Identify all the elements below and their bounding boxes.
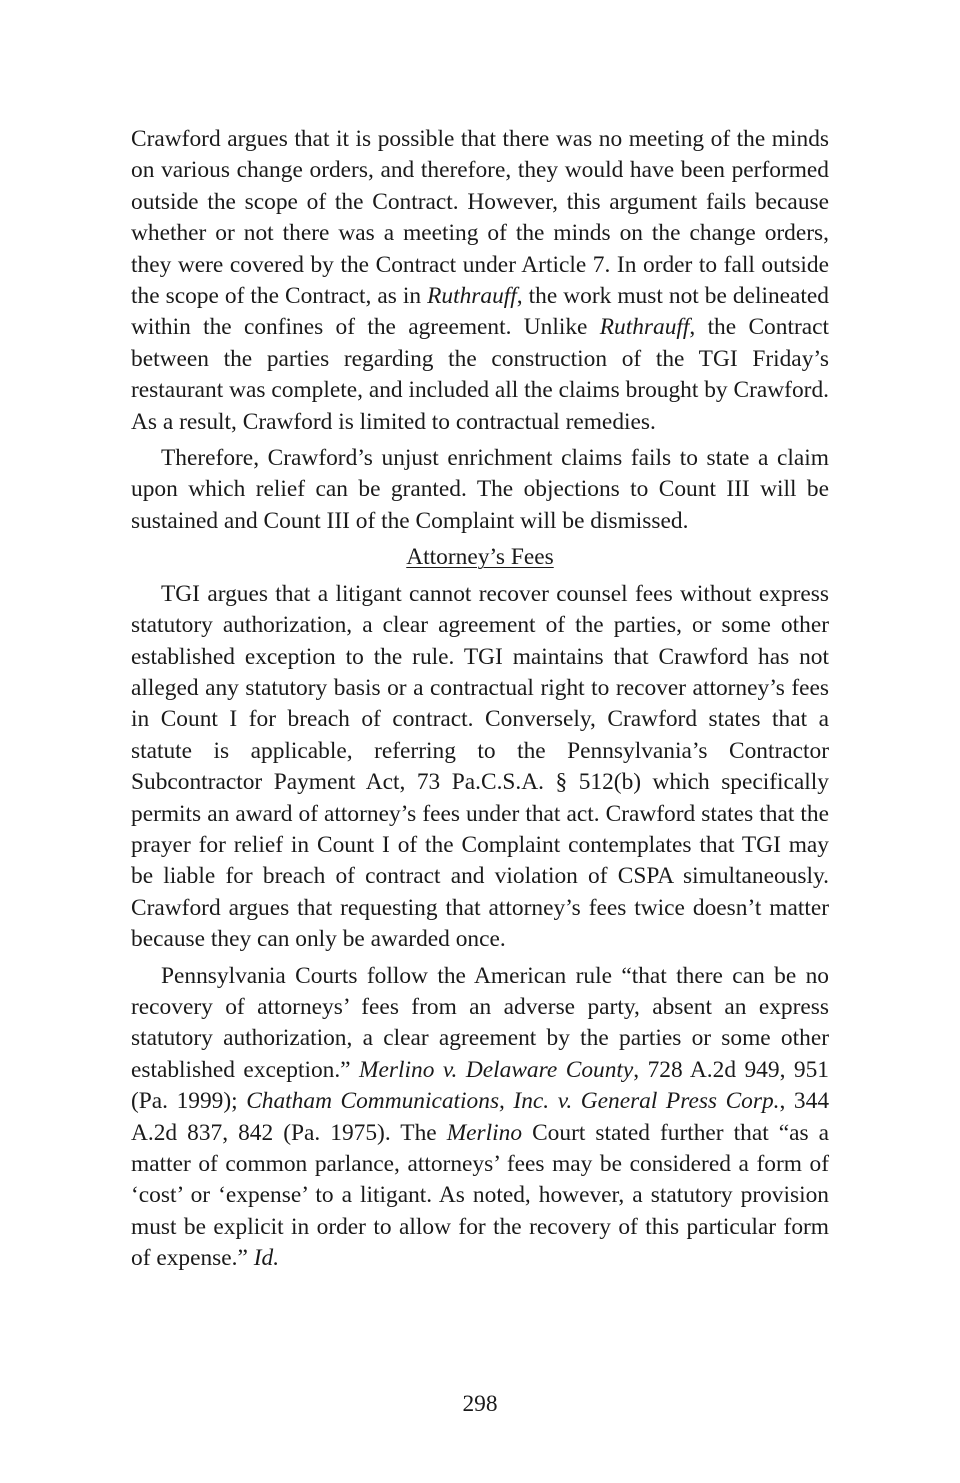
- paragraph-text: , 728 A.2d 949, 951 (Pa. 1999);: [131, 1056, 829, 1115]
- case-citation: Ruthrauff: [427, 283, 517, 310]
- paragraph-text: Crawford argues that it is possible that there was no meeting of the minds on various change orders, and therefore, they would have been performed outside the scope of the Contract. However, this argument fails because whether or not there was a meeting of the minds on the change orders, they were covered by the Contract under Article 7. In order to fall outside the scope of the Contract, as in: [131, 126, 829, 310]
- case-citation: Chatham Communications, Inc. v. General Press Corp.: [246, 1088, 780, 1115]
- section-heading-text: Attorney’s Fees: [406, 544, 554, 571]
- case-citation: Merlino: [446, 1119, 523, 1146]
- case-citation: Merlino v. Delaware County: [359, 1056, 634, 1083]
- section-heading: [131, 542, 829, 573]
- paragraph-american-rule: [131, 961, 829, 1275]
- paragraph-text: Court stated further that “as a matter of common parlance, attorneys’ fees may be considered a form of ‘cost’ or ‘expense’ to a litigant. As noted, however, a statutory provision must be explicit in order to allow for the recovery of this particular form of expense.”: [131, 1119, 829, 1272]
- paragraph-text: , the work must not be delineated within the confines of the agreement. Unlike: [131, 283, 829, 341]
- document-body: [131, 124, 829, 1275]
- page-number: 298: [462, 1391, 498, 1417]
- paragraph-text: , the Contract between the parties regarding the construction of the TGI Friday’s restaurant was complete, and included all the claims brought by Crawford. As a result, Crawford is limited to contractual remedies.: [131, 314, 829, 435]
- paragraph-unjust-enrichment: Therefore, Crawford’s unjust enrichment claims fails to state a claim upon which relief can be granted. The objections to Count III will be sustained and Count III of the Complaint will be dismissed.: [131, 445, 829, 534]
- case-citation: Id.: [253, 1245, 280, 1272]
- paragraph-text: Pennsylvania Courts follow the American rule “that there can be no recovery of attorneys’ fees from an adverse party, absent an express statutory authorization, a clear agreement by the parties or some other established exception.”: [131, 962, 829, 1083]
- paragraph-tgi-argument: TGI argues that a litigant cannot recover counsel fees without express statutory authorization, a clear agreement of the parties, or some other established exception to the rule. TGI maintains that Crawford has not alleged any statutory basis or a contractual right to recover attorney’s fees in Count I for breach of contract. Conversely, Crawford states that a statute is applicable, referring to the Pennsylvania’s Contractor Subcontractor Payment Act, 73 Pa.C.S.A. § 512(b) which specifically permits an award of attorney’s fees under that act. Crawford states that the prayer for relief in Count I of the Complaint contemplates that TGI may be liable for breach of contract and violation of CSPA simultaneously. Crawford argues that requesting that attorney’s fees twice doesn’t matter because they can only be awarded once.: [131, 580, 829, 953]
- paragraph-text: , 344 A.2d 837, 842 (Pa. 1975). The: [131, 1088, 830, 1146]
- case-citation: Ruthrauff: [599, 314, 690, 341]
- paragraph-change-orders: [131, 124, 829, 438]
